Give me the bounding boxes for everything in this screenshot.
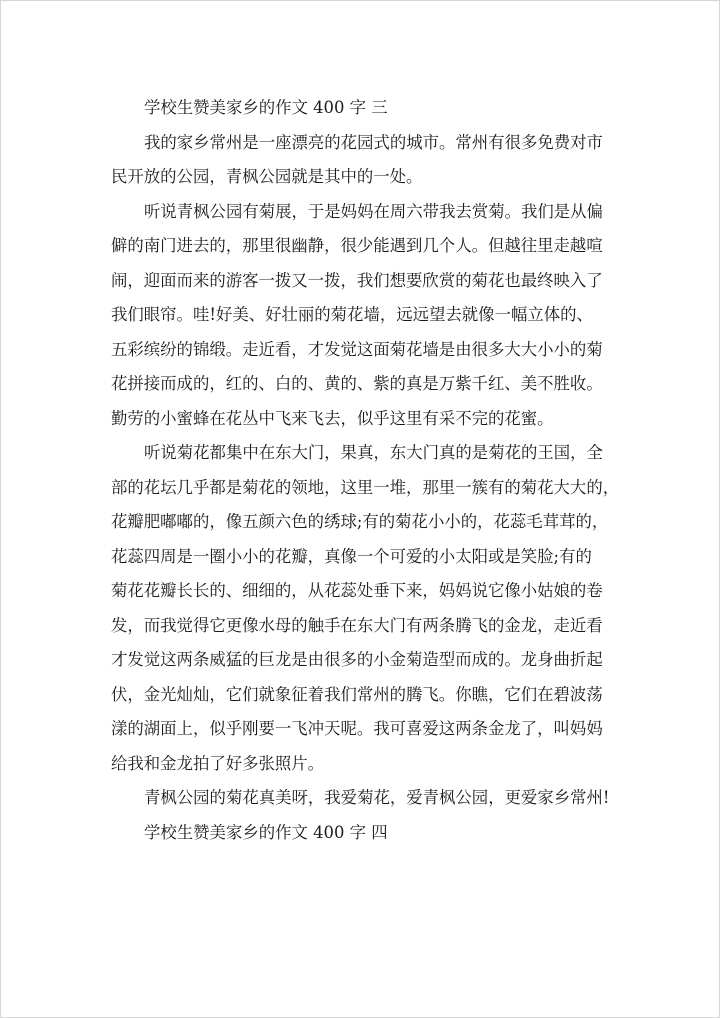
paragraph-intro <box>111 126 614 195</box>
text-line: 才发觉这两条威猛的巨龙是由很多的小金菊造型而成的。龙身曲折起 <box>111 650 603 669</box>
text-line: 给我和金龙拍了好多张照片。 <box>111 753 325 773</box>
text-line: 我的家乡常州是一座漂亮的花园式的城市。常州有很多免费对市 <box>144 132 603 152</box>
section-heading-three: 学校生赞美家乡的作文 400 字 三 <box>144 98 388 117</box>
text-line: 发，而我觉得它更像水母的触手在东大门有两条腾飞的金龙，走近看 <box>111 615 603 635</box>
text-line: 五彩缤纷的锦缎。走近看，才发觉这面菊花墙是由很多大大小小的菊 <box>111 339 603 359</box>
text-line: 民开放的公园，青枫公园就是其中的一处。 <box>111 167 423 186</box>
paragraph-east-gate <box>111 436 620 781</box>
document-body <box>111 91 620 850</box>
paragraph-chrysanthemum-wall <box>111 195 614 437</box>
text-line: 勤劳的小蜜蜂在花丛中飞来飞去，似乎这里有采不完的花蜜。 <box>111 408 554 428</box>
text-line: 花蕊四周是一圈小小的花瓣，真像一个可爱的小太阳或是笑脸;有的 <box>111 546 592 566</box>
text-line: 伏，金光灿灿，它们就象征着我们常州的腾飞。你瞧，它们在碧波荡 <box>111 684 603 704</box>
text-line: 花拼接而成的，红的、白的、黄的、紫的真是万紫千红、美不胜收。 <box>111 374 603 393</box>
text-line: 花瓣肥嘟嘟的，像五颜六色的绣球;有的菊花小小的，花蕊毛茸茸的， <box>111 512 609 531</box>
text-line: 听说青枫公园有菊展，于是妈妈在周六带我去赏菊。我们是从偏 <box>144 201 603 221</box>
text-line: 僻的南门进去的，那里很幽静，很少能遇到几个人。但越往里走越喧 <box>111 236 603 255</box>
text-line: 漾的湖面上，似乎刚要一飞冲天呢。我可喜爱这两条金龙了，叫妈妈 <box>111 719 603 738</box>
section-heading-four: 学校生赞美家乡的作文 400 字 四 <box>144 822 388 842</box>
text-line: 我们眼帘。哇!好美、好壮丽的菊花墙，远远望去就像一幅立体的、 <box>111 305 593 324</box>
text-line: 闹，迎面而来的游客一拨又一拨，我们想要欣赏的菊花也最终映入了 <box>111 270 603 290</box>
paragraph-conclusion <box>111 781 614 816</box>
text-line: 菊花花瓣长长的、细细的，从花蕊处垂下来，妈妈说它像小姑娘的卷 <box>111 581 603 600</box>
text-line: 听说菊花都集中在东大门，果真，东大门真的是菊花的王国，全 <box>144 443 603 462</box>
text-line: 青枫公园的菊花真美呀，我爱菊花，爱青枫公园，更爱家乡常州! <box>144 788 610 807</box>
text-line: 部的花坛几乎都是菊花的领地，这里一堆，那里一簇有的菊花大大的， <box>111 477 620 497</box>
